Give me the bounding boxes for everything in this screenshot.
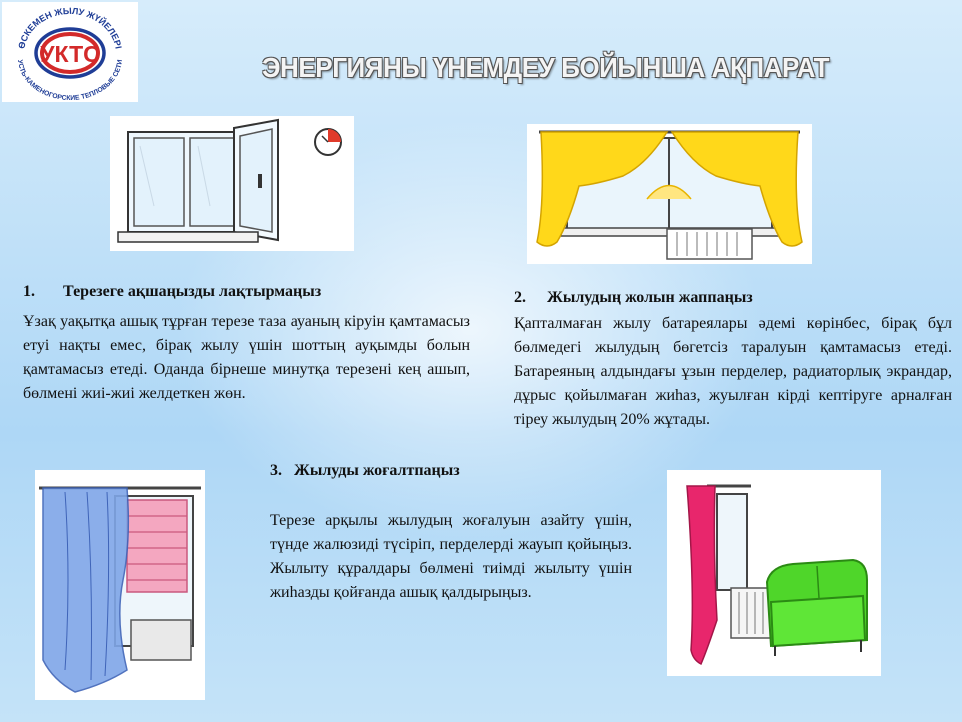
tip3-heading-row	[270, 462, 460, 480]
tip2-text: Қапталмаған жылу батареялары әдемі көрінбес, бірақ бұл бөлмедегі жылудың бөгетсіз таралуын қамтамасыз етеді. Батареяның алдындағы ұзын перделер, радиаторлық экрандар, дұрыс қойылмаған жиһаз, жуылған кірді кептіруге арналған тіреу жылудың 20% жұтады.	[514, 315, 952, 428]
page-title: ЭНЕРГИЯНЫ ҮНЕМДЕУ БОЙЫНША АҚПАРАТ	[262, 52, 830, 83]
open-window-illustration	[110, 116, 354, 251]
tip1-heading: Терезеге ақшаңызды лақтырмаңыз	[63, 283, 322, 300]
logo-top-text: ӨСКЕМЕН ЖЫЛУ ЖҮЙЕЛЕРІ	[16, 5, 124, 50]
tip1-number: 1.	[23, 283, 35, 300]
tip2-number: 2.	[514, 289, 526, 306]
logo-bottom-text: УСТЬ-КАМЕНОГОРСКИЕ ТЕПЛОВЫЕ СЕТИ	[16, 59, 125, 102]
sofa-radiator-illustration	[667, 470, 881, 676]
logo-emblem	[2, 2, 138, 102]
tip3-number: 3.	[270, 462, 282, 479]
blinds-curtain-illustration	[35, 470, 205, 700]
curtains-window-illustration	[527, 124, 812, 264]
tip3-heading: Жылуды жоғалтпаңыз	[294, 462, 460, 479]
tip2-heading: Жылудың жолын жаппаңыз	[547, 289, 753, 306]
tip3-text: Терезе арқылы жылудың жоғалуын азайту үшін, түнде жалюзиді түсіріп, перделерді жауып қойыңыз. Жылыту құралдары бөлмені тиімді жылыту үшін жиһазды қойғанда ашық қалдырыңыз.	[270, 512, 632, 601]
tip1-text: Ұзақ уақытқа ашық тұрған терезе таза ауаның кіруін қамтамасыз етуі нақты емес, бірақ жылу үшін шоттың ауқымды болын қамтамасыз етеді. Оданда бірнеше минутқа терезені кең ашып, бөлмені жиі-жиі желдеткен жөн.	[23, 313, 470, 402]
tip2-heading-row	[514, 289, 753, 307]
logo-mark: УКТС	[40, 41, 100, 67]
company-logo	[2, 2, 138, 102]
tip1-heading-row	[23, 283, 321, 301]
